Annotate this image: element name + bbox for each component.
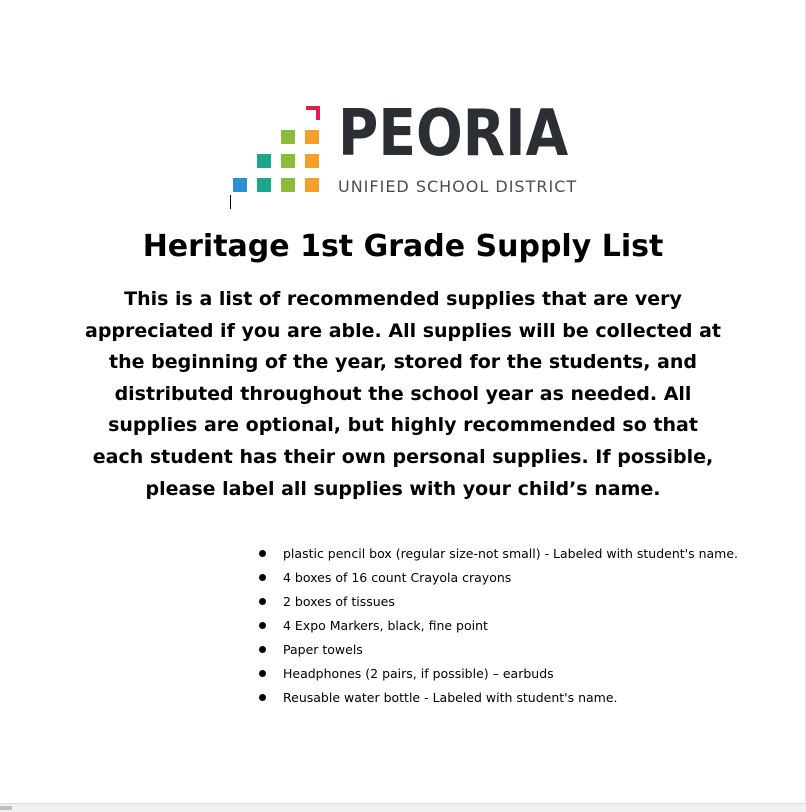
bullet-icon bbox=[259, 670, 266, 677]
bullet-icon bbox=[259, 574, 266, 581]
list-item-text: 2 boxes of tissues bbox=[283, 594, 395, 609]
list-item bbox=[254, 614, 774, 638]
logo-squares-graphic bbox=[232, 104, 332, 196]
bullet-icon bbox=[259, 694, 266, 701]
page-title: Heritage 1st Grade Supply List bbox=[142, 229, 664, 264]
horizontal-scrollbar[interactable] bbox=[0, 803, 806, 812]
intro-paragraph: This is a list of recommended supplies that are very appreciated if you are able. All supplies will be collected at the beginning of the year, stored for the students, and distributed throughout the school year as needed. All supplies are optional, but highly recommended so that each student has their own personal supplies. If possible, please label all supplies with your child’s name. bbox=[85, 288, 721, 500]
list-item-text: plastic pencil box (regular size-not small) - Labeled with student's name. bbox=[283, 546, 739, 561]
list-item-text: 4 boxes of 16 count Crayola crayons bbox=[283, 570, 512, 585]
bullet-icon bbox=[259, 550, 266, 557]
supply-list bbox=[254, 542, 774, 710]
logo-subtitle: UNIFIED SCHOOL DISTRICT bbox=[338, 177, 578, 196]
text-cursor bbox=[230, 195, 231, 209]
peoria-usd-logo bbox=[232, 97, 578, 196]
list-item bbox=[254, 686, 774, 710]
list-item-text: Reusable water bottle - Labeled with student's name. bbox=[283, 690, 618, 705]
list-item bbox=[254, 542, 774, 566]
list-item-text: Paper towels bbox=[283, 642, 363, 657]
list-item bbox=[254, 566, 774, 590]
list-item-text: 4 Expo Markers, black, fine point bbox=[283, 618, 488, 633]
list-item bbox=[254, 662, 774, 686]
bullet-icon bbox=[259, 598, 266, 605]
bullet-icon bbox=[259, 622, 266, 629]
list-item bbox=[254, 638, 774, 662]
list-item-text: Headphones (2 pairs, if possible) – earbuds bbox=[283, 666, 554, 681]
logo-wordmark: PEORIA bbox=[338, 97, 569, 171]
bullet-icon bbox=[259, 646, 266, 653]
list-item bbox=[254, 590, 774, 614]
scrollbar-thumb[interactable] bbox=[0, 806, 12, 810]
